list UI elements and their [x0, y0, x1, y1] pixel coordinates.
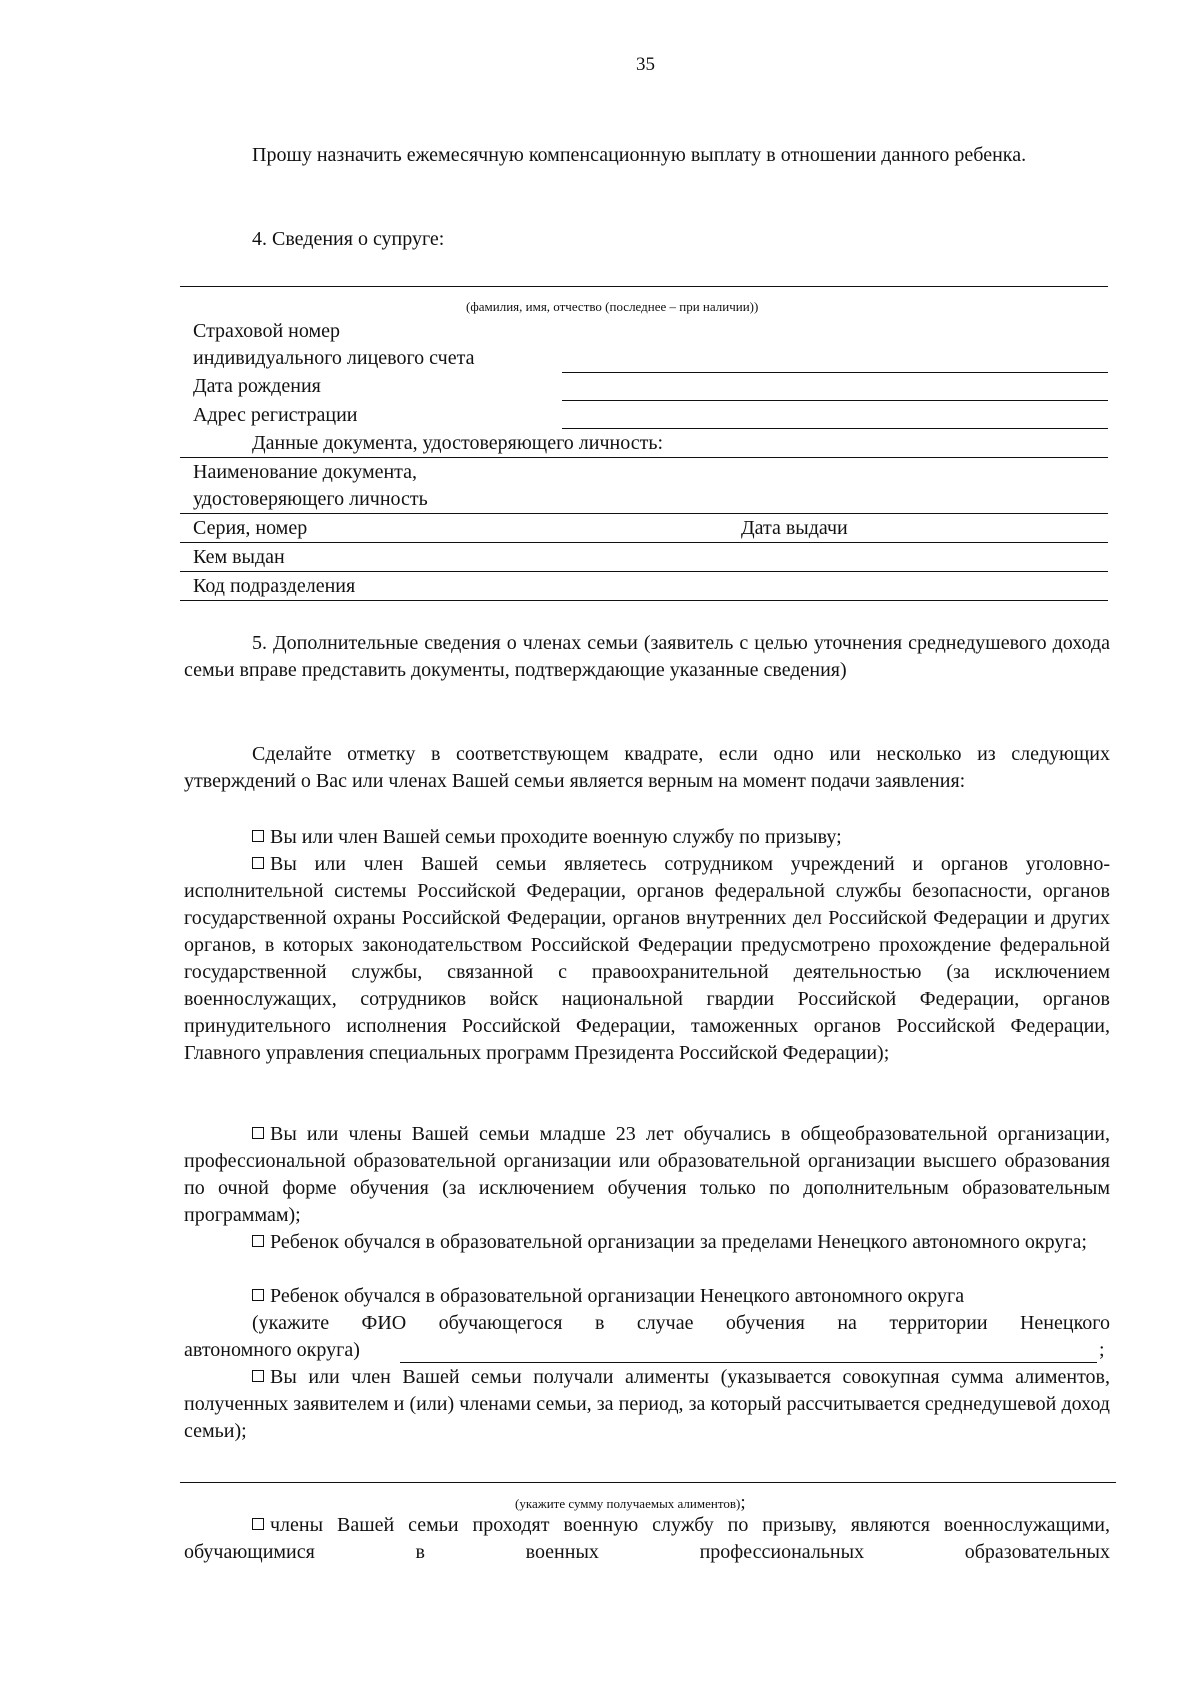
address-field-line[interactable] — [562, 428, 1108, 429]
option-law-enforcement-text: Вы или член Вашей семьи являетесь сотрудником учреждений и органов уголовно-исполнительной системы Российской Федерации, органов федеральной службы безопасности, органов государственной охраны Российской Федерации, органов внутренних дел Российской Федерации и других органов, в которых законодательством Российской Федерации предусмотрено прохождение федеральной государственной службы, связанной с правоохранительной деятельностью (за исключением военнослужащих, сотрудников войск национальной гвардии Российской Федерации, органов принудительного исполнения Российской Федерации, таможенных органов Российской Федерации, Главного управления специальных программ Президента Российской Федерации); — [184, 853, 1110, 1064]
doc-name-label-line2: удостоверяющего личность — [193, 488, 428, 510]
division-code-label: Код подразделения — [193, 575, 356, 597]
section5-heading: 5. Дополнительные сведения о членах семьи (заявитель с целью уточнения среднедушевого дохода семьи вправе представить документы, подтверждающие указанные сведения) — [184, 632, 1110, 681]
option-military-family — [184, 1512, 1110, 1566]
checkbox-study-in-nao[interactable] — [252, 1289, 264, 1301]
checkbox-law-enforcement[interactable] — [252, 857, 264, 869]
id-heading-rule — [180, 457, 1108, 458]
spouse-name-caption: (фамилия, имя, отчество (последнее – при наличии)) — [466, 299, 759, 314]
option-study-outside-nao — [184, 1229, 1110, 1256]
option-study-in-nao-text: Ребенок обучался в образовательной организации Ненецкого автономного округа — [270, 1285, 965, 1307]
spouse-name-line[interactable] — [180, 286, 1108, 287]
option-full-time-study — [184, 1121, 1110, 1229]
series-number-label: Серия, номер — [193, 517, 308, 539]
page-number: 35 — [636, 54, 655, 75]
checkbox-full-time-study[interactable] — [252, 1127, 264, 1139]
option-full-time-study-text: Вы или члены Вашей семьи младше 23 лет обучались в общеобразовательной организации, профессиональной образовательной организации или образовательной организации высшего образования по очной форме обучения (за исключением обучения только по дополнительным образовательным программам); — [184, 1123, 1110, 1226]
option-alimony-text: Вы или член Вашей семьи получали алименты (указывается совокупная сумма алиментов, полученных заявителем и (или) членами семьи, за период, за который рассчитывается среднедушевой доход семьи); — [184, 1366, 1110, 1442]
checkbox-conscription[interactable] — [252, 830, 264, 842]
checkbox-study-outside-nao[interactable] — [252, 1235, 264, 1247]
issue-date-label: Дата выдачи — [741, 517, 848, 539]
issued-by-field-line[interactable] — [180, 571, 1108, 572]
section4-heading: 4. Сведения о супруге: — [252, 228, 445, 250]
option-study-in-nao — [252, 1283, 964, 1309]
doc-name-label-line1: Наименование документа, — [193, 461, 418, 483]
snils-label-line2: индивидуального лицевого счета — [193, 347, 475, 369]
issued-by-label: Кем выдан — [193, 546, 285, 568]
doc-name-field-line[interactable] — [180, 513, 1108, 514]
alimony-field-line[interactable] — [180, 1482, 1116, 1483]
address-label: Адрес регистрации — [193, 404, 358, 426]
alimony-caption-text: (укажите сумму получаемых алиментов) — [515, 1496, 741, 1511]
fio-field-line[interactable] — [400, 1362, 1097, 1363]
birth-date-field-line[interactable] — [562, 400, 1108, 401]
section5-instruction: Сделайте отметку в соответствующем квадрате, если одно или несколько из следующих утверждений о Вас или членах Вашей семьи является верным на момент подачи заявления: — [184, 743, 1110, 792]
alimony-caption — [515, 1492, 746, 1513]
checkbox-alimony[interactable] — [252, 1370, 264, 1382]
id-document-heading: Данные документа, удостоверяющего личность: — [252, 432, 664, 454]
division-code-field-line[interactable] — [180, 600, 1108, 601]
checkbox-military-family[interactable] — [252, 1518, 264, 1530]
snils-field-line[interactable] — [562, 372, 1108, 373]
option-law-enforcement — [184, 851, 1110, 1067]
birth-date-label: Дата рождения — [193, 375, 321, 397]
option-conscription-text: Вы или член Вашей семьи проходите военную службу по призыву; — [270, 826, 842, 848]
option-study-outside-nao-text: Ребенок обучался в образовательной организации за пределами Ненецкого автономного округа; — [270, 1231, 1087, 1253]
fio-note-line2: автономного округа) — [184, 1339, 360, 1361]
fio-note-end: ; — [1099, 1339, 1105, 1361]
option-military-family-text: члены Вашей семьи проходят военную службу по призыву, являются военнослужащими, обучающимися в военных профессиональных образовательных — [184, 1514, 1110, 1563]
fio-note-line1: (укажите ФИО обучающегося в случае обучения на территории Ненецкого — [252, 1312, 1110, 1334]
series-field-line[interactable] — [180, 542, 1108, 543]
intro-paragraph: Прошу назначить ежемесячную компенсационную выплату в отношении данного ребенка. — [252, 144, 1027, 166]
snils-label-line1: Страховой номер — [193, 320, 341, 342]
option-alimony — [184, 1364, 1110, 1445]
alimony-caption-end: ; — [740, 1492, 746, 1513]
option-conscription — [252, 824, 842, 850]
